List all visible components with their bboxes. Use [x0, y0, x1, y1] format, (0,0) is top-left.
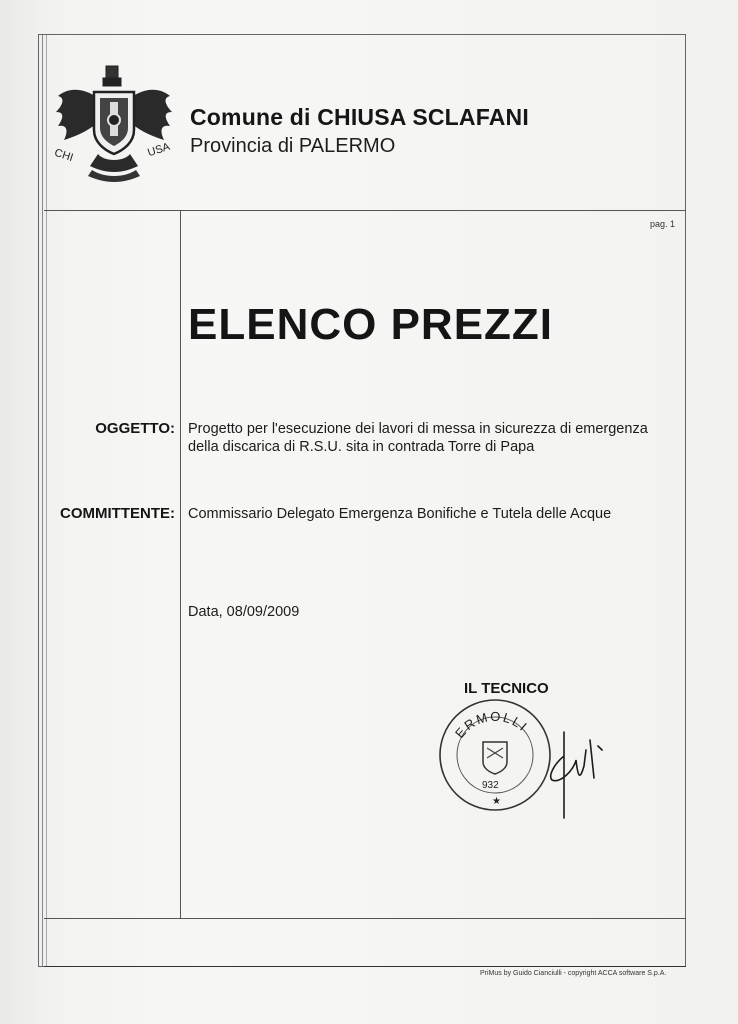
- software-footer: PriMus by Guido Cianciulli - copyright ACCA software S.p.A.: [480, 970, 667, 977]
- bottom-rule: [44, 966, 686, 967]
- professional-stamp-icon: [436, 696, 554, 814]
- province-name: Provincia di PALERMO: [190, 135, 396, 157]
- committente-label: COMMITTENTE:: [60, 505, 175, 522]
- svg-text:★: ★: [492, 796, 501, 807]
- handwritten-signature-icon: [540, 720, 620, 830]
- committente-value: Commissario Delegato Emergenza Bonifiche e Tutela delle Acque: [188, 506, 612, 522]
- technician-label: IL TECNICO: [464, 680, 549, 697]
- svg-text:CHI: CHI: [52, 146, 75, 165]
- document-title: ELENCO PREZZI: [188, 300, 554, 349]
- frame-line: [42, 35, 43, 966]
- page-number: pag. 1: [650, 219, 676, 229]
- coat-of-arms-icon: [52, 62, 176, 186]
- document-date: Data, 08/09/2009: [188, 604, 300, 620]
- header-divider: [44, 210, 686, 211]
- svg-text:932: 932: [482, 780, 499, 791]
- bottom-divider: [44, 918, 686, 919]
- column-divider: [180, 211, 181, 918]
- svg-text:ERMOLLI: ERMOLLI: [452, 708, 532, 741]
- oggetto-label: OGGETTO:: [95, 420, 175, 437]
- frame-line: [46, 35, 47, 966]
- municipality-name: Comune di CHIUSA SCLAFANI: [190, 104, 529, 130]
- oggetto-value: Progetto per l'esecuzione dei lavori di messa in sicurezza di emergenza della discarica di R.S.U. sita in contrada Torre di Papa: [188, 421, 648, 455]
- svg-text:USA: USA: [146, 140, 172, 160]
